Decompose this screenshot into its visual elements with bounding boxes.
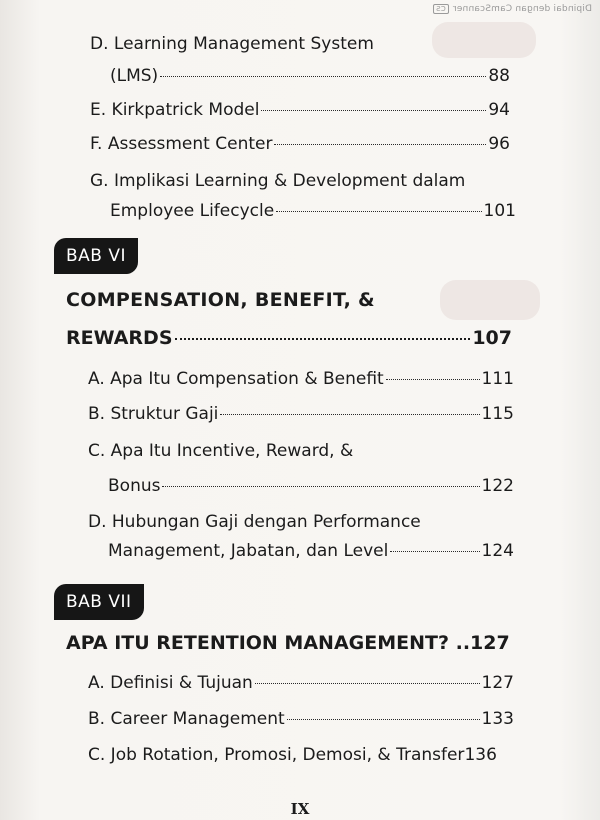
toc-entry-page: 124	[481, 541, 514, 561]
toc-entry-title: B. Career Management	[88, 709, 285, 729]
toc-entry-hubungan-gaji-line1: D. Hubungan Gaji dengan Performance	[88, 512, 421, 532]
toc-entry-title: C. Job Rotation, Promosi, Demosi, & Transfer	[88, 745, 465, 765]
toc-entry-compensation-benefit	[88, 368, 514, 390]
chapter-title-rewards	[66, 327, 512, 349]
chapter-title-line2: REWARDS	[66, 327, 173, 349]
toc-entry-page: 96	[488, 134, 510, 154]
toc-entry-title: B. Struktur Gaji	[88, 404, 219, 424]
leader-dots	[162, 486, 479, 487]
bleed-through-shape	[440, 280, 540, 320]
leader-dots	[160, 76, 486, 77]
toc-entry-page: 88	[488, 66, 510, 86]
toc-entry-implikasi-line1: G. Implikasi Learning & Development dalam	[90, 171, 466, 191]
toc-entry-assessment-center	[90, 133, 510, 155]
toc-entry-implikasi	[110, 200, 516, 222]
toc-entry-job-rotation	[88, 744, 497, 766]
leader-dots	[261, 110, 486, 111]
page-number: IX	[290, 800, 310, 818]
leader-dots	[386, 379, 480, 380]
leader-dots	[255, 683, 480, 684]
bleed-through-shape	[432, 22, 536, 58]
toc-entry-title: (LMS)	[110, 66, 159, 86]
toc-entry-title: F. Assessment Center	[90, 134, 273, 154]
chapter-title-retention	[66, 632, 518, 654]
toc-entry-page: 127	[481, 673, 514, 693]
toc-entry-page: 115	[481, 404, 514, 424]
chapter-title: APA ITU RETENTION MANAGEMENT? ..	[66, 632, 471, 654]
toc-entry-hubungan-gaji	[108, 540, 514, 562]
toc-entry-title: Management, Jabatan, dan Level	[108, 541, 389, 561]
toc-entry-incentive-line1: C. Apa Itu Incentive, Reward, &	[88, 441, 354, 461]
toc-entry-page: 101	[483, 201, 516, 221]
toc-entry-definisi-tujuan	[88, 672, 514, 694]
leader-dots	[390, 551, 479, 552]
leader-dots	[274, 144, 486, 145]
chapter-badge-bab-vi: BAB VI	[54, 238, 138, 274]
leader-dots	[175, 338, 471, 340]
toc-entry-lms	[110, 65, 510, 87]
watermark-badge: CS	[433, 4, 449, 14]
toc-entry-lms-line1: D. Learning Management System	[90, 34, 374, 54]
toc-entry-page: 122	[481, 476, 514, 496]
toc-entry-kirkpatrick	[90, 99, 510, 121]
chapter-title-page: 127	[470, 632, 510, 654]
chapter-title-page: 107	[472, 327, 512, 349]
toc-entry-career-management	[88, 708, 514, 730]
toc-entry-title: Bonus	[108, 476, 161, 496]
toc-entry-page: 111	[481, 369, 514, 389]
toc-entry-struktur-gaji	[88, 403, 514, 425]
chapter-title-line1: COMPENSATION, BENEFIT, &	[66, 289, 375, 311]
toc-entry-title: E. Kirkpatrick Model	[90, 100, 260, 120]
scanner-watermark	[433, 4, 592, 14]
toc-entry-page: 136	[464, 745, 497, 765]
toc-entry-title: A. Apa Itu Compensation & Benefit	[88, 369, 384, 389]
toc-entry-title: Employee Lifecycle	[110, 201, 275, 221]
toc-entry-incentive	[108, 475, 514, 497]
leader-dots	[220, 414, 479, 415]
watermark-text: Dipindai dengan CamScanner	[452, 4, 592, 14]
chapter-badge-bab-vii: BAB VII	[54, 584, 144, 620]
toc-entry-page: 94	[488, 100, 510, 120]
leader-dots	[287, 719, 480, 720]
toc-entry-title: A. Definisi & Tujuan	[88, 673, 253, 693]
leader-dots	[276, 211, 481, 212]
toc-entry-page: 133	[481, 709, 514, 729]
